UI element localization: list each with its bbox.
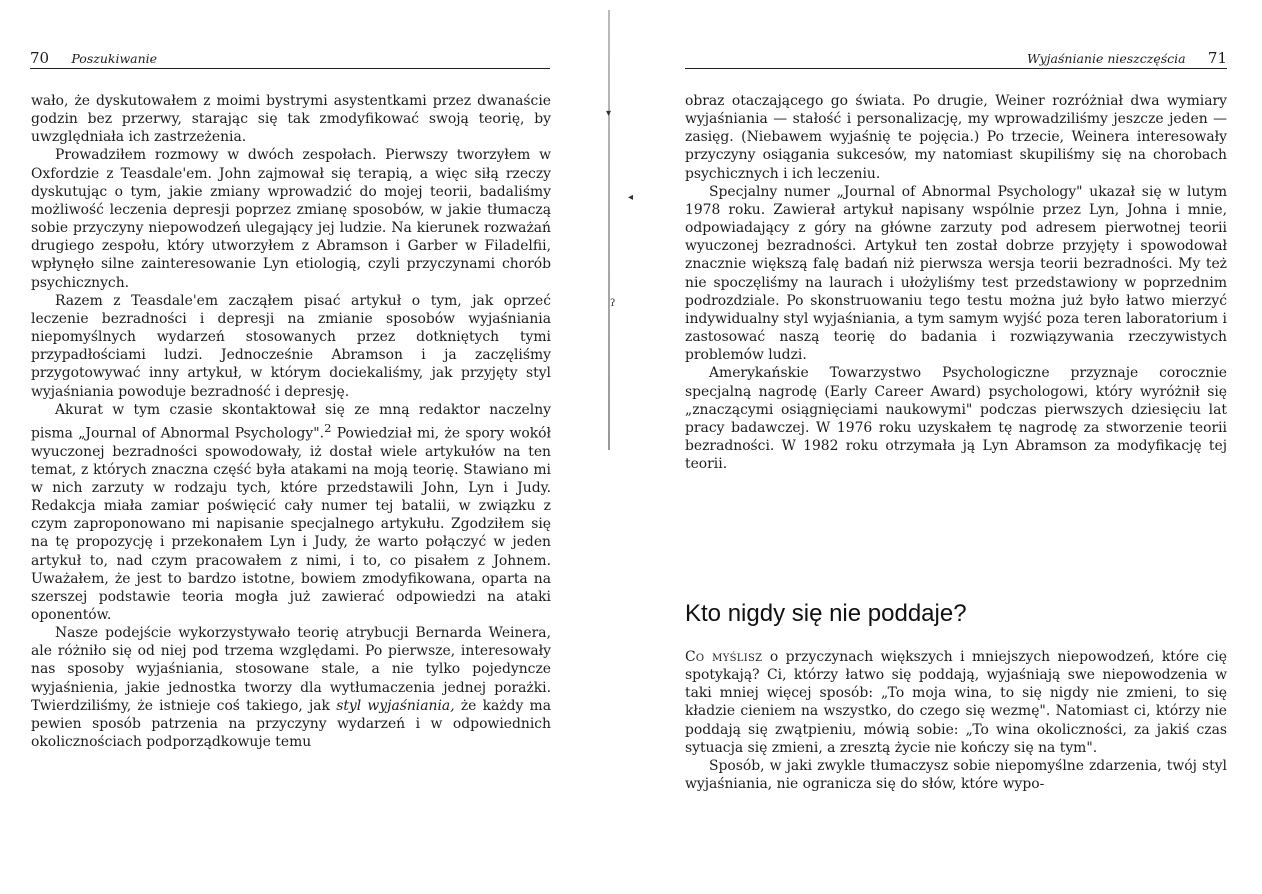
paragraph-text: o przyczynach większych i mniejszych niepowodzeń, które cię spotykają? Ci, którzy łatwo się poddają, wyjaśniają swe niepowodzenia w taki mniej więcej sposób: „To moja wina, to się nigdy nie zmieni, to się kładzie cieniem na wszystko, do czego się wezmę". Natomiast ci, którzy nie poddają się zwątpieniu, mówią sobie: „To wina okoliczności, za jakiś czas sytuacja się zmieni, a zresztą życie nie kończy się na tym".	[685, 649, 1228, 756]
paragraph: Specjalny numer „Journal of Abnormal Psychology" ukazał się w lutym 1978 roku. Zawierał artykuł napisany wspólnie przez Lyn, Johna i mnie, odpowiadający z góry na główne zarzuty pod adresem pierwotnej teorii wyuczonej bezradności. Artykuł ten został dobrze przyjęty i spowodował znacznie większą falę badań niż pierwsza wersja teorii bezradności. My też nie spoczęliśmy na laurach i ułożyliśmy test przedstawiony w poprzednim podrozdziale. Po skonstruowaniu tego testu można już było łatwo mierzyć indywidualny styl wyjaśniania, a tym samym wyjść poza teren laboratorium i zastosować naszą teorię do badania i rozwiązywania rzeczywistych problemów ludzi.	[685, 183, 1227, 364]
paragraph-text: Nasze podejście wykorzystywało teorię atrybucji Bernarda Weinera, ale różniło się od niej pod trzema względami. Po pierwsze, interesowały nas sposoby wyjaśniania, stosowane stale, a nie tylko pojedyncze wyjaśnienia, jakie jednostka tworzy dla wytłumaczenia jednej porażki. Twierdziliśmy, że istnieje coś takiego, jak	[31, 625, 551, 714]
paragraph: Prowadziłem rozmowy w dwóch zespołach. Pierwszy tworzyłem w Oxfordzie z Teasdale'em. John zajmował się terapią, a więc siłą rzeczy dyskutując o tym, jakie zmiany wprowadzić do mojej teorii, badaliśmy możliwość leczenia depresji poprzez zmianę sposobów, w jakie tłumaczą sobie przyczyny niepowodzeń ulegający jej ludzie. Na kierunek rozważań drugiego zespołu, który utworzyłem z Abramson i Garber w Filadelfii, wpłynęło silne zainteresowanie Lyn etiologią, czyli przyczynami chorób psychicznych.	[31, 147, 551, 291]
section-body-text	[685, 648, 1227, 793]
paragraph-text: Powiedział mi, że spory wokół wyuczonej bezradności spowodowały, iż dostał wiele artykułów na ten temat, z których znaczna część była atakami na moją teorię. Stawiano mi w nich zarzuty w rodzaju tych, które przedstawili John, Lyn i Judy. Redakcja miała zamiar poświęcić cały numer tej batalii, w związku z czym zaproponowano mi napisanie specjalnego artykułu. Zgodziłem się na tę propozycję i przekonałem Lyn i Judy, że warto połączyć w jeden artykuł to, nad czym pracowałem z nimi, i to, co pisałem z Johnem. Uważałem, że jest to bardzo istotne, bowiem zmodyfikowana, oparta na szerszej podstawie teoria mogła już zawierać odpowiedzi na ataki oponentów.	[31, 425, 552, 623]
running-title: Poszukiwanie	[71, 51, 158, 66]
page-number: 71	[1207, 49, 1227, 67]
paragraph	[685, 648, 1227, 757]
gutter-mark: ▾	[606, 108, 612, 119]
left-page	[0, 0, 600, 894]
gutter-mark: ◂	[628, 192, 634, 203]
paragraph	[31, 624, 551, 751]
italic-term: styl wyjaśniania,	[336, 697, 455, 714]
footnote-ref: 2	[324, 420, 332, 435]
right-page	[620, 0, 1262, 894]
right-running-header	[685, 48, 1227, 69]
paragraph: Sposób, w jaki zwykle tłumaczysz sobie niepomyślne zdarzenia, twój styl wyjaśniania, nie ogranicza się do słów, które wypo-	[685, 757, 1227, 793]
left-running-header	[30, 48, 550, 69]
left-body-text	[31, 92, 551, 751]
paragraph-text: że każdy ma pewien sposób patrzenia na przyczyny wydarzeń i w odpowiednich okolicznościach podporządkowuje temu	[31, 697, 551, 751]
paragraph: Amerykańskie Towarzystwo Psychologiczne przyznaje corocznie specjalną nagrodę (Early Career Award) psychologowi, który wyróżnił się „znaczącymi osiągnięciami naukowymi" podczas pierwszych dziesięciu lat pracy badawczej. W 1976 roku uzyskałem tę nagrodę za stworzenie teorii bezradności. W 1982 roku otrzymała ją Lyn Abramson za modyfikację tej teorii.	[685, 365, 1227, 473]
book-gutter	[608, 10, 610, 450]
paragraph: Razem z Teasdale'em zacząłem pisać artykuł o tym, jak oprzeć leczenie bezradności i depresji na zmianie sposobów wyjaśniania niepomyślnych wydarzeń stosowanych przez dotkniętych tymi przypadłościami ludzi. Jednocześnie Abramson i ja zaczęliśmy przygotowywać inny artykuł, w którym dociekaliśmy, jak przyjęty styl wyjaśniania powoduje bezradność i depresję.	[31, 292, 551, 400]
paragraph: wało, że dyskutowałem z moimi bystrymi asystentkami przez dwanaście godzin bez przerwy, starając się tak zmodyfikować swoją teorię, by uwzględniała ich zastrzeżenia.	[31, 93, 551, 146]
right-body-text	[685, 92, 1227, 473]
paragraph: obraz otaczającego go świata. Po drugie, Weiner rozróżniał dwa wymiary wyjaśniania — stałość i personalizację, my wprowadziliśmy jeszcze jeden — zasięg. (Niebawem wyjaśnię te pojęcia.) Po trzecie, Weinera interesowały przyczyny osiągania sukcesów, my natomiast skupiliśmy się na chorobach psychicznych i ich leczeniu.	[685, 93, 1227, 182]
lead-in-caps: Co myślisz	[685, 649, 763, 665]
gutter-mark: ʔ	[610, 298, 616, 309]
running-title: Wyjaśnianie nieszczęścia	[1027, 51, 1186, 66]
paragraph	[31, 401, 551, 625]
page-number: 70	[30, 49, 50, 67]
paragraph-text: Akurat w tym czasie skontaktował się ze mną redaktor naczelny pisma „Journal of Abnormal Psychology".	[31, 401, 551, 442]
section-heading: Kto nigdy się nie poddaje?	[685, 600, 967, 627]
